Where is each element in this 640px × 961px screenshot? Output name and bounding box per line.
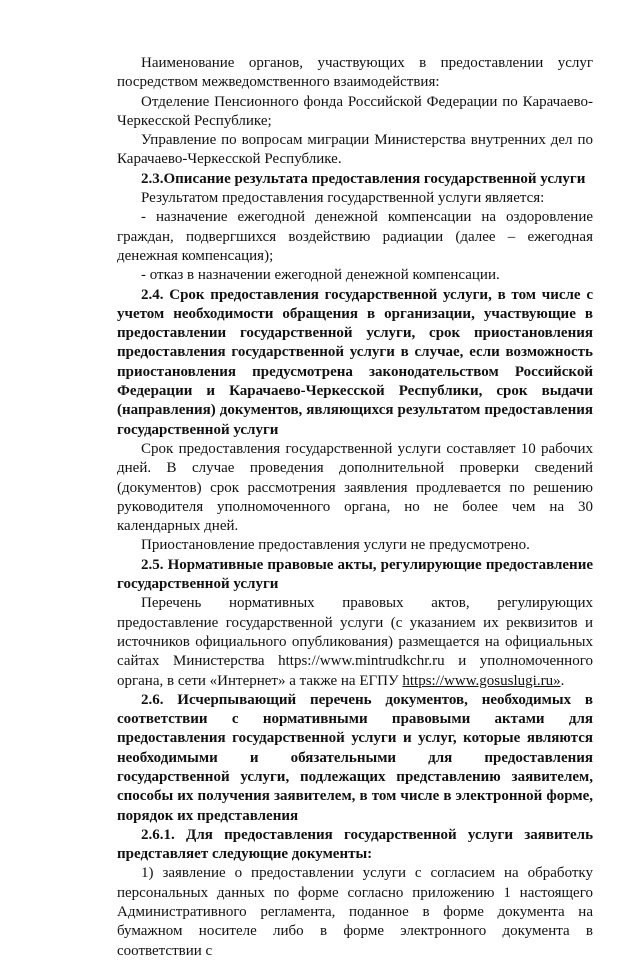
section-heading-2-6: 2.6. Исчерпывающий перечень документов, необходимых в соответствии с нормативными правовыми актами для предоставления государственной услуги и услуг, которые являются необходимыми и обязательными для предоставления государственной услуги, подлежащих представлению заявителем, способы их получения заявителем, в том числе в электронной форме, порядок их представления (117, 691, 593, 824)
paragraph-text: Отделение Пенсионного фонда Российской Федерации по Карачаево-Черкесской Республике; (117, 93, 593, 129)
section-heading-2-3: 2.3.Описание результата предоставления государственной услуги (141, 170, 586, 187)
paragraph-application: 1) заявление о предоставлении услуги с согласием на обработку персональных данных по форме согласно приложению 1 настоящего Административного регламента, поданное в форме документа на бумажном носителе либо в форме электронного документа в соответствии с (117, 865, 593, 959)
paragraph-suspension: Приостановление предоставления услуги не предусмотрено. (141, 537, 530, 554)
paragraph-pension-fund (117, 93, 593, 132)
paragraph-agencies-intro (117, 54, 593, 93)
paragraph-text: Наименование органов, участвующих в предоставлении услуг посредством межведомственного взаимодействия: (117, 55, 593, 91)
document-body (117, 54, 593, 961)
paragraph-result-grant: - назначение ежегодной денежной компенсации на оздоровление граждан, подвергшихся воздействию радиации (далее – ежегодная денежная компенсация); (117, 209, 593, 264)
section-heading-2-6-1: 2.6.1. Для предоставления государственной услуги заявитель представляет следующие документы: (117, 826, 593, 863)
section-heading-2-5: 2.5. Нормативные правовые акты, регулирующие предоставление государственной услуги (117, 556, 593, 593)
paragraph-legal-acts (117, 594, 593, 690)
gosuslugi-link[interactable]: https://www.gosuslugi.ru» (402, 672, 561, 689)
paragraph-migration (117, 131, 593, 170)
paragraph-text: Управление по вопросам миграции Министерства внутренних дел по Карачаево-Черкесской Республике. (117, 132, 593, 168)
paragraph-text: Перечень нормативных правовых актов, регулирующих предоставление государственной услуги (с указанием их реквизитов и источников официального опубликования) размещается на официальных сайтах Министерства https://www.mintrudkchr.ru и уполномоченного органа, в сети «Интернет» а также на ЕГПУ (117, 595, 593, 689)
paragraph-result-refusal: - отказ в назначении ежегодной денежной компенсации. (141, 267, 500, 284)
paragraph-term: Срок предоставления государственной услуги составляет 10 рабочих дней. В случае проведения дополнительной проверки сведений (документов) срок рассмотрения заявления продлевается по решению руководителя уполномоченного органа, но не более чем на 30 календарных дней. (117, 440, 593, 535)
paragraph-result-intro: Результатом предоставления государственной услуги является: (141, 190, 545, 207)
paragraph-text-end: . (560, 672, 565, 689)
section-heading-2-4: 2.4. Срок предоставления государственной услуги, в том числе с учетом необходимости обращения в организации, участвующие в предоставлении государственной услуги, срок приостановления предоставления государственной услуги в случае, если возможность приостановления предусмотрена законодательством Российской Федерации и Карачаево-Черкесской Республики, срок выдачи (направления) документов, являющихся результатом предоставления государственной услуги (117, 286, 593, 438)
